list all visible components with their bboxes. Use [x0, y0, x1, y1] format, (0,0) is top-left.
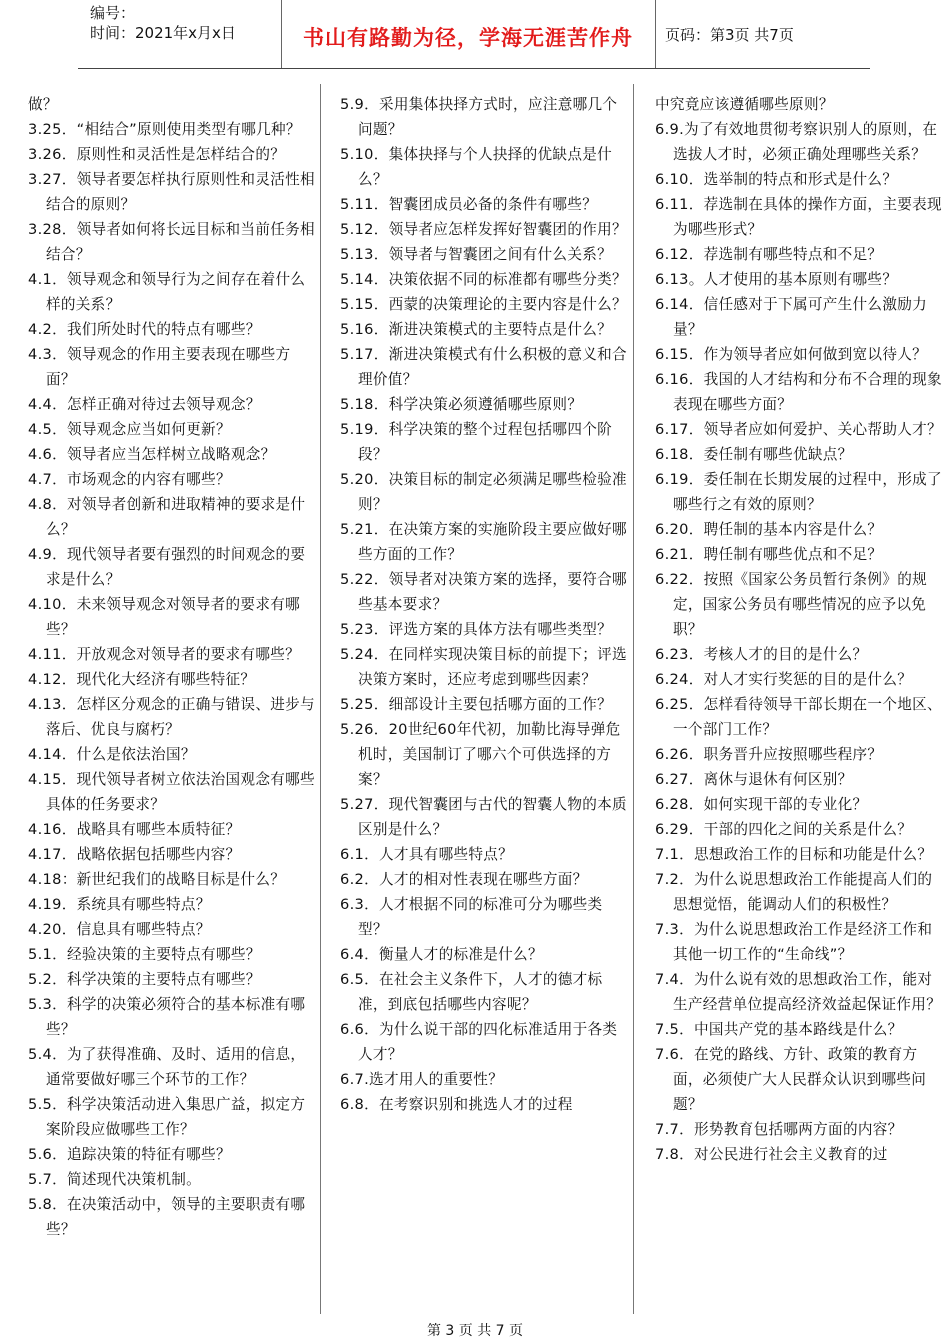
- question-item: 5.23．评选方案的具体方法有哪些类型？: [340, 621, 612, 638]
- header-divider: [655, 0, 656, 68]
- question-item: 中究竟应该遵循哪些原则？: [655, 96, 834, 113]
- question-item: 5.6．追踪决策的特征有哪些？: [28, 1146, 231, 1163]
- question-item: 3.26．原则性和灵活性是怎样结合的？: [28, 146, 286, 163]
- question-item: 4.8．对领导者创新和进取精神的要求是什么？: [28, 496, 306, 538]
- question-item: 6.11．荐选制在具体的操作方面，主要表现为哪些形式？: [655, 196, 942, 238]
- question-item: 6.2．人才的相对性表现在哪些方面？: [340, 871, 588, 888]
- question-item: 6.27．离休与退休有何区别？: [655, 771, 853, 788]
- question-item: 3.27．领导者要怎样执行原则性和灵活性相结合的原则？: [28, 171, 315, 213]
- header-motto: 书山有路勤为径，学海无涯苦作舟: [303, 25, 633, 50]
- question-item: 6.22．按照《国家公务员暂行条例》的规定，国家公务员有哪些情况的应予以免职？: [655, 571, 927, 638]
- question-item: 6.8．在考察识别和挑选人才的过程: [340, 1096, 573, 1113]
- question-item: 6.20．聘任制的基本内容是什么？: [655, 521, 883, 538]
- question-item: 4.17．战略依据包括哪些内容？: [28, 846, 241, 863]
- question-item: 6.17．领导者应如何爱护、关心帮助人才？: [655, 421, 942, 438]
- question-item: 7.6．在党的路线、方针、政策的教育方面，必须使广大人民群众认识到哪些问题？: [655, 1046, 927, 1113]
- question-item: 4.7．市场观念的内容有哪些？: [28, 471, 231, 488]
- question-item: 5.13．领导者与智囊团之间有什么关系？: [340, 246, 612, 263]
- question-item: 7.1．思想政治工作的目标和功能是什么？: [655, 846, 933, 863]
- question-item: 6.12．荐选制有哪些特点和不足？: [655, 246, 883, 263]
- question-item: 7.5．中国共产党的基本路线是什么？: [655, 1021, 903, 1038]
- question-item: 6.19．委任制在长期发展的过程中，形成了哪些行之有效的原则？: [655, 471, 942, 513]
- question-item: 6.24．对人才实行奖惩的目的是什么？: [655, 671, 913, 688]
- column-divider: [320, 84, 321, 1314]
- question-item: 4.20．信息具有哪些特点？: [28, 921, 211, 938]
- question-item: 7.2．为什么说思想政治工作能提高人们的思想觉悟，能调动人们的积极性？: [655, 871, 933, 913]
- question-item: 6.25．怎样看待领导干部长期在一个地区、一个部门工作？: [655, 696, 942, 738]
- question-item: 6.1．人才具有哪些特点？: [340, 846, 514, 863]
- question-item: 6.9.为了有效地贯彻考察识别人的原则，在选拔人才时，必须正确处理哪些关系？: [655, 121, 938, 163]
- document-number-label: 编号：: [90, 4, 136, 22]
- question-item: 7.3．为什么说思想政治工作是经济工作和其他一切工作的“生命线”？: [655, 921, 933, 963]
- question-item: 7.4．为什么说有效的思想政治工作，能对生产经营单位提高经济效益起保证作用？: [655, 971, 942, 1013]
- question-item: 4.12．现代化大经济有哪些特征？: [28, 671, 256, 688]
- question-item: 6.13。人才使用的基本原则有哪些？: [655, 271, 898, 288]
- question-column-1: [28, 92, 320, 1242]
- question-item: 5.15．西蒙的决策理论的主要内容是什么？: [340, 296, 627, 313]
- question-item: 6.21．聘任制有哪些优点和不足？: [655, 546, 883, 563]
- question-item: 5.3．科学的决策必须符合的基本标准有哪些？: [28, 996, 306, 1038]
- question-item: 4.1．领导观念和领导行为之间存在着什么样的关系？: [28, 271, 306, 313]
- question-item: 5.7．简述现代决策机制。: [28, 1171, 202, 1188]
- question-item: 4.5．领导观念应当如何更新？: [28, 421, 231, 438]
- question-item: 3.28．领导者如何将长远目标和当前任务相结合？: [28, 221, 315, 263]
- question-item: 6.7.选才用人的重要性？: [340, 1071, 504, 1088]
- question-item: 6.3．人才根据不同的标准可分为哪些类型？: [340, 896, 603, 938]
- question-item: 5.20．决策目标的制定必须满足哪些检验准则？: [340, 471, 627, 513]
- header-rule: [78, 68, 870, 69]
- question-item: 4.13．怎样区分观念的正确与错误、进步与落后、优良与腐朽？: [28, 696, 315, 738]
- question-item: 4.9．现代领导者要有强烈的时间观念的要求是什么？: [28, 546, 306, 588]
- document-time-label: 时间：2021年x月x日: [90, 24, 236, 42]
- column-divider: [633, 84, 634, 1314]
- question-item: 5.12．领导者应怎样发挥好智囊团的作用？: [340, 221, 627, 238]
- question-item: 4.4．怎样正确对待过去领导观念？: [28, 396, 261, 413]
- question-item: 4.15．现代领导者树立依法治国观念有哪些具体的任务要求？: [28, 771, 315, 813]
- question-item: 5.11．智囊团成员必备的条件有哪些？: [340, 196, 598, 213]
- question-item: 5.22．领导者对决策方案的选择，要符合哪些基本要求？: [340, 571, 627, 613]
- question-item: 4.3．领导观念的作用主要表现在哪些方面？: [28, 346, 291, 388]
- question-item: 6.6．为什么说干部的四化标准适用于各类人才？: [340, 1021, 618, 1063]
- question-item: 5.5．科学决策活动进入集思广益，拟定方案阶段应做哪些工作？: [28, 1096, 306, 1138]
- question-item: 5.19．科学决策的整个过程包括哪四个阶段？: [340, 421, 612, 463]
- question-item: 4.16．战略具有哪些本质特征？: [28, 821, 241, 838]
- question-item: 5.8．在决策活动中，领导的主要职责有哪些？: [28, 1196, 306, 1238]
- page-header: [0, 0, 950, 70]
- question-item: 4.6．领导者应当怎样树立战略观念？: [28, 446, 276, 463]
- question-item: 5.4．为了获得准确、及时、适用的信息，通常要做好哪三个环节的工作？: [28, 1046, 306, 1088]
- question-item: 4.10．未来领导观念对领导者的要求有哪些？: [28, 596, 300, 638]
- question-item: 6.14．信任感对于下属可产生什么激励力量？: [655, 296, 927, 338]
- question-item: 6.29．干部的四化之间的关系是什么？: [655, 821, 913, 838]
- question-item: 7.7．形势教育包括哪两方面的内容？: [655, 1121, 903, 1138]
- question-item: 4.2．我们所处时代的特点有哪些？: [28, 321, 261, 338]
- question-item: 6.5．在社会主义条件下，人才的德才标准，到底包括哪些内容呢？: [340, 971, 603, 1013]
- header-page-info: 页码：第3页 共7页: [665, 26, 794, 44]
- page-footer: 第 3 页 共 7 页: [426, 1323, 524, 1339]
- question-item: 5.27．现代智囊团与古代的智囊人物的本质区别是什么？: [340, 796, 627, 838]
- question-item: 3.25．“相结合”原则使用类型有哪几种？: [28, 121, 301, 138]
- question-item: 做？: [28, 96, 58, 113]
- question-item: 5.24．在同样实现决策目标的前提下；评选决策方案时，还应考虑到哪些因素？: [340, 646, 627, 688]
- question-item: 4.11．开放观念对领导者的要求有哪些？: [28, 646, 300, 663]
- question-item: 5.17．渐进决策模式有什么积极的意义和合理价值？: [340, 346, 627, 388]
- question-item: 7.8．对公民进行社会主义教育的过: [655, 1146, 888, 1163]
- question-item: 5.10．集体抉择与个人抉择的优缺点是什么？: [340, 146, 612, 188]
- question-item: 5.14．决策依据不同的标准都有哪些分类？: [340, 271, 627, 288]
- question-item: 6.26．职务晋升应按照哪些程序？: [655, 746, 883, 763]
- question-item: 4.18：新世纪我们的战略目标是什么？: [28, 871, 286, 888]
- question-item: 5.21．在决策方案的实施阶段主要应做好哪些方面的工作？: [340, 521, 627, 563]
- question-item: 5.18．科学决策必须遵循哪些原则？: [340, 396, 583, 413]
- header-meta: [90, 3, 236, 43]
- question-item: 4.14．什么是依法治国？: [28, 746, 196, 763]
- question-item: 6.18．委任制有哪些优缺点？: [655, 446, 853, 463]
- question-item: 5.26．20世纪60年代初，加勒比海导弹危机时，美国制订了哪六个可供选择的方案？: [340, 721, 621, 788]
- question-item: 5.16．渐进决策模式的主要特点是什么？: [340, 321, 612, 338]
- question-item: 4.19．系统具有哪些特点？: [28, 896, 211, 913]
- question-item: 6.4．衡量人才的标准是什么？: [340, 946, 543, 963]
- question-item: 6.16．我国的人才结构和分布不合理的现象表现在哪些方面？: [655, 371, 942, 413]
- question-column-2: [340, 92, 632, 1117]
- question-item: 5.25．细部设计主要包括哪方面的工作？: [340, 696, 612, 713]
- question-item: 5.1．经验决策的主要特点有哪些？: [28, 946, 261, 963]
- question-item: 6.28．如何实现干部的专业化？: [655, 796, 868, 813]
- question-column-3: [655, 92, 947, 1167]
- question-item: 6.15．作为领导者应如何做到宽以待人？: [655, 346, 927, 363]
- question-item: 5.9．采用集体抉择方式时，应注意哪几个问题？: [340, 96, 618, 138]
- question-item: 6.23．考核人才的目的是什么？: [655, 646, 868, 663]
- question-item: 5.2．科学决策的主要特点有哪些？: [28, 971, 261, 988]
- question-item: 6.10．选举制的特点和形式是什么？: [655, 171, 898, 188]
